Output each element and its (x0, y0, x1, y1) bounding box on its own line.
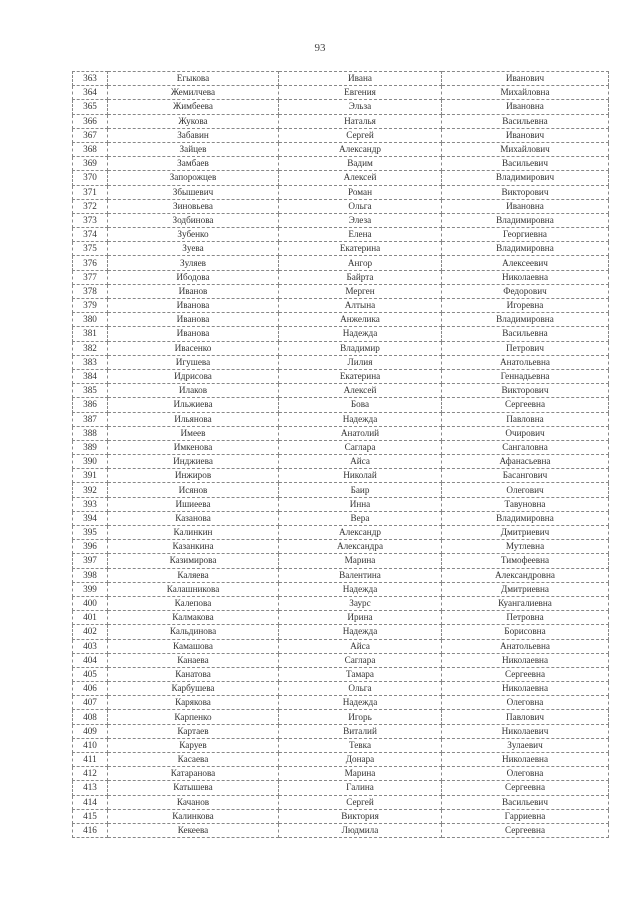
first-name-cell: Саглара (279, 440, 442, 454)
first-name-cell: Надежда (279, 582, 442, 596)
first-name-cell: Ольга (279, 199, 442, 213)
row-number: 405 (73, 667, 108, 681)
patronymic-cell: Николаевич (442, 724, 609, 738)
row-number: 394 (73, 511, 108, 525)
first-name-cell: Валентина (279, 568, 442, 582)
table-row (73, 440, 609, 454)
patronymic-cell: Афанасьевна (442, 455, 609, 469)
surname-cell: Кекеева (108, 823, 279, 837)
surname-cell: Катаранова (108, 767, 279, 781)
surname-cell: Запорожцев (108, 171, 279, 185)
row-number: 369 (73, 157, 108, 171)
table-row (73, 199, 609, 213)
row-number: 380 (73, 313, 108, 327)
first-name-cell: Александра (279, 540, 442, 554)
row-number: 363 (73, 72, 108, 86)
first-name-cell: Заурс (279, 596, 442, 610)
surname-cell: Калепова (108, 596, 279, 610)
patronymic-cell: Георгиевна (442, 228, 609, 242)
surname-cell: Жукова (108, 114, 279, 128)
first-name-cell: Надежда (279, 625, 442, 639)
first-name-cell: Эльза (279, 100, 442, 114)
surname-cell: Зодбинова (108, 213, 279, 227)
table-row (73, 582, 609, 596)
row-number: 374 (73, 228, 108, 242)
row-number: 413 (73, 781, 108, 795)
surname-cell: Иванова (108, 299, 279, 313)
patronymic-cell: Иванович (442, 128, 609, 142)
patronymic-cell: Сергеевна (442, 398, 609, 412)
surname-cell: Каляева (108, 568, 279, 582)
patronymic-cell: Павлович (442, 710, 609, 724)
first-name-cell: Александр (279, 142, 442, 156)
patronymic-cell: Басангович (442, 469, 609, 483)
table-row (73, 213, 609, 227)
first-name-cell: Галина (279, 781, 442, 795)
table-row (73, 313, 609, 327)
table-row (73, 412, 609, 426)
patronymic-cell: Михайловна (442, 86, 609, 100)
first-name-cell: Вера (279, 511, 442, 525)
table-row (73, 86, 609, 100)
table-row (73, 696, 609, 710)
row-number: 370 (73, 171, 108, 185)
surname-cell: Карякова (108, 696, 279, 710)
first-name-cell: Ольга (279, 682, 442, 696)
row-number: 378 (73, 284, 108, 298)
first-name-cell: Ангор (279, 256, 442, 270)
table-row (73, 242, 609, 256)
patronymic-cell: Ивановна (442, 100, 609, 114)
first-name-cell: Марина (279, 554, 442, 568)
patronymic-cell: Николаевна (442, 653, 609, 667)
first-name-cell: Екатерина (279, 242, 442, 256)
patronymic-cell: Анатольевна (442, 355, 609, 369)
table-row (73, 128, 609, 142)
row-number: 372 (73, 199, 108, 213)
row-number: 406 (73, 682, 108, 696)
surname-cell: Ивасенко (108, 341, 279, 355)
patronymic-cell: Дмитриевна (442, 582, 609, 596)
table-row (73, 795, 609, 809)
patronymic-cell: Тимофеевна (442, 554, 609, 568)
patronymic-cell: Олеговна (442, 696, 609, 710)
first-name-cell: Сергей (279, 795, 442, 809)
patronymic-cell: Геннадьевна (442, 369, 609, 383)
surname-cell: Казанкина (108, 540, 279, 554)
row-number: 377 (73, 270, 108, 284)
patronymic-cell: Сергеевна (442, 781, 609, 795)
row-number: 376 (73, 256, 108, 270)
patronymic-cell: Николаевна (442, 270, 609, 284)
patronymic-cell: Николаевна (442, 753, 609, 767)
surname-cell: Збышевич (108, 185, 279, 199)
patronymic-cell: Олегович (442, 483, 609, 497)
table-row (73, 625, 609, 639)
first-name-cell: Виктория (279, 809, 442, 823)
table-row (73, 185, 609, 199)
first-name-cell: Елена (279, 228, 442, 242)
surname-cell: Катышева (108, 781, 279, 795)
table-row (73, 455, 609, 469)
row-number: 392 (73, 483, 108, 497)
table-row (73, 157, 609, 171)
first-name-cell: Айса (279, 455, 442, 469)
patronymic-cell: Зулаевич (442, 738, 609, 752)
table-row (73, 568, 609, 582)
patronymic-cell: Сергеевна (442, 823, 609, 837)
row-number: 375 (73, 242, 108, 256)
first-name-cell: Тамара (279, 667, 442, 681)
row-number: 386 (73, 398, 108, 412)
table-row (73, 667, 609, 681)
patronymic-cell: Владимировна (442, 213, 609, 227)
table-row (73, 341, 609, 355)
first-name-cell: Александр (279, 526, 442, 540)
table-row (73, 753, 609, 767)
row-number: 391 (73, 469, 108, 483)
patronymic-cell: Ивановна (442, 199, 609, 213)
surname-cell: Канатова (108, 667, 279, 681)
row-number: 365 (73, 100, 108, 114)
surname-cell: Ильжиева (108, 398, 279, 412)
patronymic-cell: Васильевич (442, 157, 609, 171)
surname-cell: Инджиева (108, 455, 279, 469)
patronymic-cell: Александровна (442, 568, 609, 582)
row-number: 379 (73, 299, 108, 313)
table-row (73, 270, 609, 284)
first-name-cell: Владимир (279, 341, 442, 355)
row-number: 409 (73, 724, 108, 738)
row-number: 382 (73, 341, 108, 355)
table-row (73, 384, 609, 398)
table-row (73, 682, 609, 696)
patronymic-cell: Олеговна (442, 767, 609, 781)
first-name-cell: Алексей (279, 384, 442, 398)
table-row (73, 511, 609, 525)
table-row (73, 114, 609, 128)
patronymic-cell: Алексеевич (442, 256, 609, 270)
table-row (73, 483, 609, 497)
surname-cell: Калинкин (108, 526, 279, 540)
row-number: 381 (73, 327, 108, 341)
table-row (73, 72, 609, 86)
surname-cell: Касаева (108, 753, 279, 767)
table-row (73, 142, 609, 156)
row-number: 396 (73, 540, 108, 554)
surname-cell: Иванов (108, 284, 279, 298)
surname-cell: Зуляев (108, 256, 279, 270)
row-number: 383 (73, 355, 108, 369)
row-number: 416 (73, 823, 108, 837)
surname-cell: Казимирова (108, 554, 279, 568)
patronymic-cell: Васильевич (442, 795, 609, 809)
surname-cell: Камашова (108, 639, 279, 653)
row-number: 407 (73, 696, 108, 710)
first-name-cell: Ирина (279, 611, 442, 625)
surname-cell: Забавин (108, 128, 279, 142)
patronymic-cell: Владимировна (442, 511, 609, 525)
surname-cell: Жемилчева (108, 86, 279, 100)
table-row (73, 653, 609, 667)
surname-cell: Кальдинова (108, 625, 279, 639)
row-number: 410 (73, 738, 108, 752)
surname-cell: Ибодова (108, 270, 279, 284)
row-number: 389 (73, 440, 108, 454)
surname-cell: Игушева (108, 355, 279, 369)
table-row (73, 171, 609, 185)
row-number: 373 (73, 213, 108, 227)
patronymic-cell: Анатольевна (442, 639, 609, 653)
first-name-cell: Тевка (279, 738, 442, 752)
table-row (73, 327, 609, 341)
row-number: 397 (73, 554, 108, 568)
patronymic-cell: Тавуновна (442, 497, 609, 511)
first-name-cell: Элеза (279, 213, 442, 227)
roster-table-body (73, 72, 609, 838)
row-number: 385 (73, 384, 108, 398)
row-number: 371 (73, 185, 108, 199)
first-name-cell: Баир (279, 483, 442, 497)
row-number: 395 (73, 526, 108, 540)
row-number: 411 (73, 753, 108, 767)
surname-cell: Исянов (108, 483, 279, 497)
first-name-cell: Анжелика (279, 313, 442, 327)
patronymic-cell: Николаевна (442, 682, 609, 696)
first-name-cell: Айса (279, 639, 442, 653)
row-number: 367 (73, 128, 108, 142)
row-number: 403 (73, 639, 108, 653)
roster-table (72, 71, 609, 838)
patronymic-cell: Иванович (442, 72, 609, 86)
first-name-cell: Игорь (279, 710, 442, 724)
row-number: 414 (73, 795, 108, 809)
surname-cell: Идрисова (108, 369, 279, 383)
table-row (73, 284, 609, 298)
first-name-cell: Надежда (279, 696, 442, 710)
first-name-cell: Роман (279, 185, 442, 199)
patronymic-cell: Мутлевна (442, 540, 609, 554)
table-row (73, 355, 609, 369)
surname-cell: Каруев (108, 738, 279, 752)
row-number: 388 (73, 426, 108, 440)
table-row (73, 469, 609, 483)
table-row (73, 781, 609, 795)
patronymic-cell: Васильевна (442, 114, 609, 128)
first-name-cell: Марина (279, 767, 442, 781)
table-row (73, 554, 609, 568)
surname-cell: Качанов (108, 795, 279, 809)
surname-cell: Иванова (108, 313, 279, 327)
patronymic-cell: Петрович (442, 341, 609, 355)
patronymic-cell: Петровна (442, 611, 609, 625)
row-number: 366 (73, 114, 108, 128)
table-row (73, 369, 609, 383)
table-row (73, 100, 609, 114)
table-row (73, 228, 609, 242)
row-number: 401 (73, 611, 108, 625)
surname-cell: Калмакова (108, 611, 279, 625)
table-row (73, 738, 609, 752)
first-name-cell: Надежда (279, 412, 442, 426)
row-number: 364 (73, 86, 108, 100)
patronymic-cell: Михайлович (442, 142, 609, 156)
table-row (73, 497, 609, 511)
first-name-cell: Надежда (279, 327, 442, 341)
first-name-cell: Виталий (279, 724, 442, 738)
table-row (73, 398, 609, 412)
surname-cell: Зубенко (108, 228, 279, 242)
surname-cell: Зайцев (108, 142, 279, 156)
patronymic-cell: Викторович (442, 384, 609, 398)
row-number: 387 (73, 412, 108, 426)
table-row (73, 426, 609, 440)
first-name-cell: Бова (279, 398, 442, 412)
surname-cell: Имкенова (108, 440, 279, 454)
patronymic-cell: Гарриевна (442, 809, 609, 823)
patronymic-cell: Владимировна (442, 313, 609, 327)
table-row (73, 639, 609, 653)
surname-cell: Илаков (108, 384, 279, 398)
patronymic-cell: Федорович (442, 284, 609, 298)
first-name-cell: Саглара (279, 653, 442, 667)
surname-cell: Калинкова (108, 809, 279, 823)
first-name-cell: Лилия (279, 355, 442, 369)
row-number: 384 (73, 369, 108, 383)
surname-cell: Имеев (108, 426, 279, 440)
patronymic-cell: Игоревна (442, 299, 609, 313)
first-name-cell: Анатолий (279, 426, 442, 440)
surname-cell: Карбушева (108, 682, 279, 696)
patronymic-cell: Павловна (442, 412, 609, 426)
surname-cell: Картаев (108, 724, 279, 738)
first-name-cell: Алексей (279, 171, 442, 185)
row-number: 398 (73, 568, 108, 582)
surname-cell: Иванова (108, 327, 279, 341)
patronymic-cell: Васильевна (442, 327, 609, 341)
patronymic-cell: Куангалиевна (442, 596, 609, 610)
patronymic-cell: Очирович (442, 426, 609, 440)
row-number: 415 (73, 809, 108, 823)
first-name-cell: Сергей (279, 128, 442, 142)
patronymic-cell: Сергеевна (442, 667, 609, 681)
page-number: 93 (314, 42, 326, 54)
patronymic-cell: Викторович (442, 185, 609, 199)
first-name-cell: Ивана (279, 72, 442, 86)
first-name-cell: Людмила (279, 823, 442, 837)
surname-cell: Егыкова (108, 72, 279, 86)
table-row (73, 724, 609, 738)
table-row (73, 611, 609, 625)
first-name-cell: Инна (279, 497, 442, 511)
first-name-cell: Николай (279, 469, 442, 483)
row-number: 368 (73, 142, 108, 156)
row-number: 390 (73, 455, 108, 469)
first-name-cell: Вадим (279, 157, 442, 171)
first-name-cell: Наталья (279, 114, 442, 128)
patronymic-cell: Владимировна (442, 242, 609, 256)
table-row (73, 540, 609, 554)
row-number: 399 (73, 582, 108, 596)
patronymic-cell: Дмитриевич (442, 526, 609, 540)
first-name-cell: Евгения (279, 86, 442, 100)
row-number: 404 (73, 653, 108, 667)
first-name-cell: Байрта (279, 270, 442, 284)
surname-cell: Карпенко (108, 710, 279, 724)
surname-cell: Казанова (108, 511, 279, 525)
row-number: 393 (73, 497, 108, 511)
surname-cell: Зиновьева (108, 199, 279, 213)
table-row (73, 596, 609, 610)
table-row (73, 710, 609, 724)
patronymic-cell: Сангаловна (442, 440, 609, 454)
table-row (73, 809, 609, 823)
surname-cell: Ильянова (108, 412, 279, 426)
row-number: 412 (73, 767, 108, 781)
table-row (73, 299, 609, 313)
row-number: 408 (73, 710, 108, 724)
patronymic-cell: Владимирович (442, 171, 609, 185)
surname-cell: Инжиров (108, 469, 279, 483)
table-row (73, 256, 609, 270)
table-row (73, 823, 609, 837)
patronymic-cell: Борисовна (442, 625, 609, 639)
first-name-cell: Донара (279, 753, 442, 767)
surname-cell: Зуева (108, 242, 279, 256)
row-number: 400 (73, 596, 108, 610)
first-name-cell: Екатерина (279, 369, 442, 383)
surname-cell: Ишиеева (108, 497, 279, 511)
surname-cell: Калашникова (108, 582, 279, 596)
first-name-cell: Алтына (279, 299, 442, 313)
surname-cell: Жимбеева (108, 100, 279, 114)
first-name-cell: Мерген (279, 284, 442, 298)
table-row (73, 526, 609, 540)
surname-cell: Замбаев (108, 157, 279, 171)
table-row (73, 767, 609, 781)
row-number: 402 (73, 625, 108, 639)
surname-cell: Канаева (108, 653, 279, 667)
